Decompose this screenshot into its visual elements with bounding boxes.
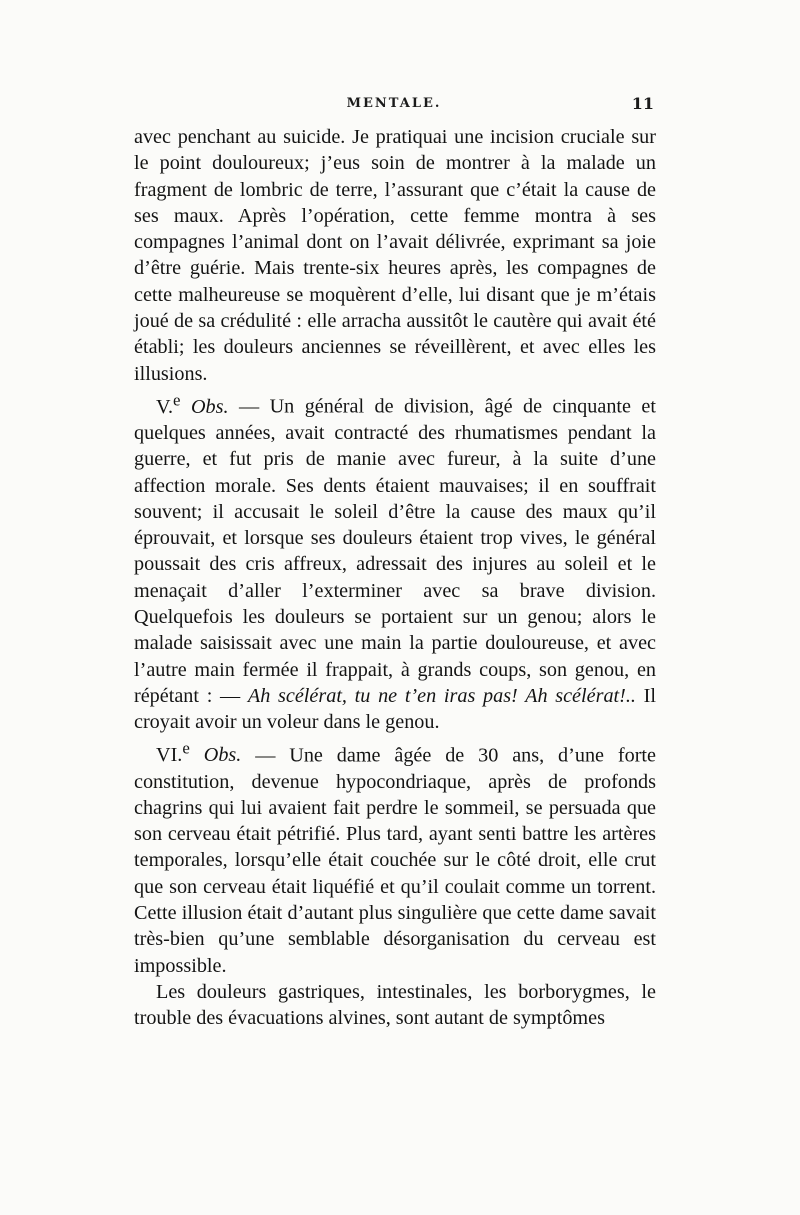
observation-6-number: VI.	[156, 744, 183, 767]
observation-5-text-end: Il croyait avoir un voleur dans le genou.	[134, 684, 656, 734]
body-text	[134, 124, 656, 1032]
observation-6-heading	[156, 738, 242, 767]
observation-5	[134, 387, 656, 736]
observation-6	[134, 736, 656, 979]
page-number: 11	[631, 94, 654, 113]
observation-5-number-sup: e	[173, 389, 181, 409]
observation-5-quote: Ah scélérat, tu ne t’en iras pas! Ah scélérat!..	[247, 684, 636, 707]
running-head: MENTALE.	[346, 96, 442, 111]
page-header	[134, 96, 654, 120]
observation-5-text: — Un général de division, âgé de cinquante et quelques années, avait contracté des rhumatismes pendant la guerre, et fut pris de manie avec fureur, à la suite d’une affection morale. Ses dents étaient mauvaises; il en souffrait souvent; il accusait le soleil d’être la cause des maux qu’il éprouvait, et lorsque ses douleurs étaient trop vives, le général poussait des cris affreux, adressait des injures au soleil et le menaçait d’aller l’exterminer avec sa brave division. Quelquefois les douleurs se portaient sur un genou; alors le malade saisissait avec une main la partie douloureuse, et avec l’autre main fermée il frappait, à grands coups, son genou, en répétant : —	[134, 395, 656, 707]
observation-5-number: V.	[156, 395, 174, 418]
observation-6-text: — Une dame âgée de 30 ans, d’une forte constitution, devenue hypocondriaque, après de profonds chagrins qui lui avaient fait perdre le sommeil, se persuada que son cerveau était pétrifié. Plus tard, ayant senti battre les artères temporales, lorsqu’elle était couchée sur le côté droit, elle crut que son cerveau était liquéfié et qu’il coulait comme un torrent. Cette illusion était d’autant plus singulière que cette dame savait très-bien qu’une semblable désorganisation du cerveau est impossible.	[134, 744, 656, 977]
paragraph-continuation: avec penchant au suicide. Je pratiquai une incision cruciale sur le point douloureux; j’eus soin de montrer à la malade un fragment de lombric de terre, l’assurant que c’était la cause de ses maux. Après l’opération, cette femme montra à ses compagnes l’animal dont on l’avait délivrée, exprimant sa joie d’être guérie. Mais trente-six heures après, les compagnes de cette malheureuse se moquèrent d’elle, lui disant que je m’étais joué de sa crédulité : elle arracha aussitôt le cautère qui avait été établi; les douleurs anciennes se réveillèrent, et avec elles les illusions.	[134, 126, 656, 385]
observation-5-heading	[156, 389, 229, 418]
paragraph-final: Les douleurs gastriques, intestinales, les borborygmes, le trouble des évacuations alvines, sont autant de symptômes	[134, 980, 656, 1030]
observation-5-label: Obs.	[190, 395, 229, 418]
observation-6-number-sup: e	[182, 738, 190, 758]
observation-6-label: Obs.	[203, 744, 242, 767]
